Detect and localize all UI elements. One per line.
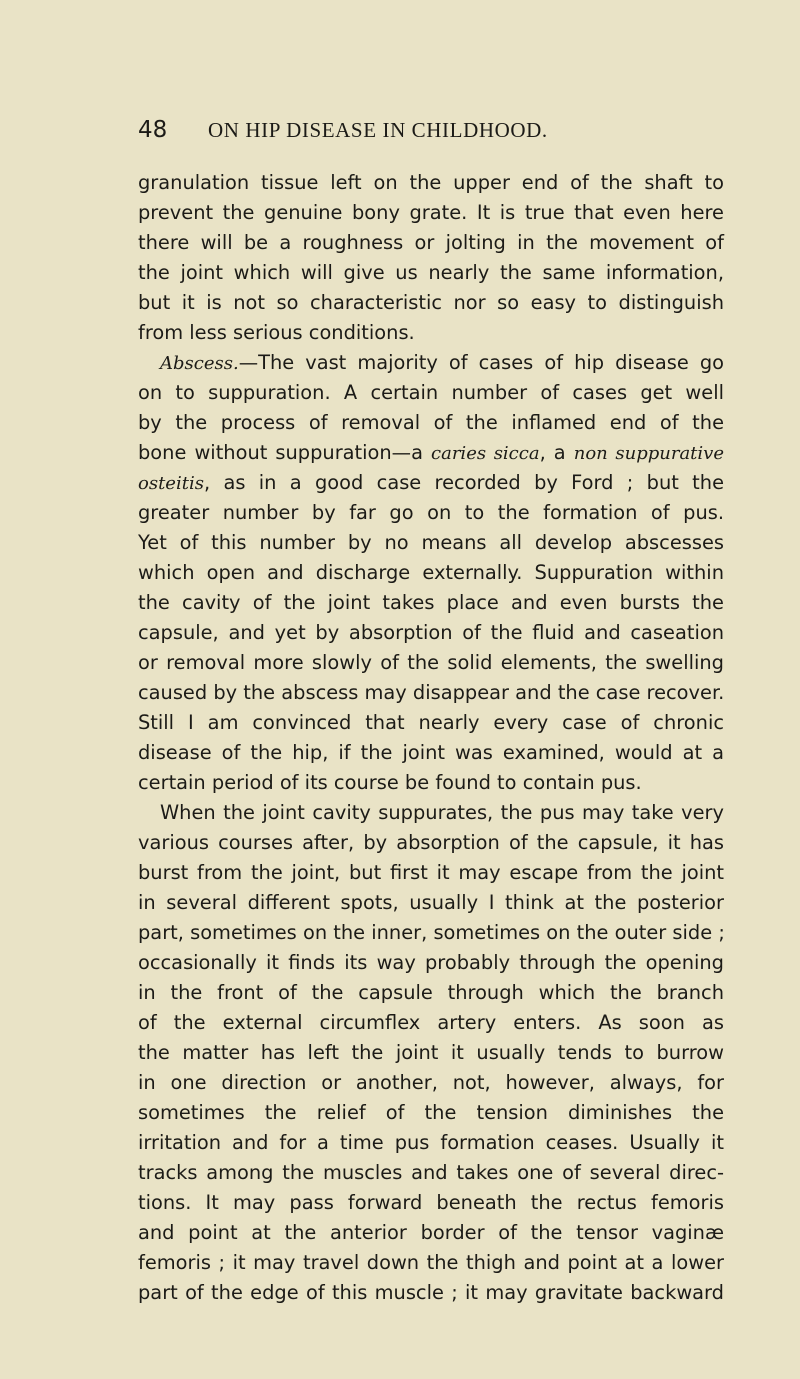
text-line <box>138 468 724 498</box>
text-line: the cavity of the joint takes place and even bursts the <box>138 591 724 614</box>
text-line: occasionally it finds its way probably through the opening <box>138 951 724 974</box>
text-segment: bone without suppuration—a <box>138 441 432 464</box>
text-line: Still I am convinced that nearly every case of chronic <box>138 711 724 734</box>
text-line: When the joint cavity suppurates, the pus may take very <box>160 801 724 824</box>
text-segment: , as in a good case recorded by Ford ; but the <box>203 471 724 494</box>
text-line: part of the edge of this muscle ; it may gravitate backward <box>138 1281 724 1304</box>
text-line: sometimes the relief of the tension diminishes the <box>138 1101 724 1124</box>
text-line: on to suppuration. A certain number of cases get well <box>138 381 724 404</box>
text-line: there will be a roughness or jolting in the movement of <box>138 231 724 254</box>
page-number: 48 <box>138 117 168 143</box>
text-line: prevent the genuine bony grate. It is true that even here <box>138 201 724 224</box>
text-line: disease of the hip, if the joint was examined, would at a <box>138 741 724 764</box>
text-line: granulation tissue left on the upper end of the shaft to <box>138 171 724 194</box>
text-line: and point at the anterior border of the tensor vaginæ <box>138 1221 724 1244</box>
section-heading-abscess: Abscess. <box>160 353 239 374</box>
text-line: various courses after, by absorption of the capsule, it has <box>138 831 724 854</box>
text-line: from less serious conditions. <box>138 321 415 344</box>
text-line: but it is not so characteristic nor so easy to distinguish <box>138 291 724 314</box>
text-line: by the process of removal of the inflamed end of the <box>138 411 724 434</box>
text-line <box>138 348 724 378</box>
page-header <box>138 115 718 145</box>
text-line: or removal more slowly of the solid elements, the swelling <box>138 651 724 674</box>
text-line: tracks among the muscles and takes one of several direc- <box>138 1161 724 1184</box>
text-line: Yet of this number by no means all develop abscesses <box>138 531 724 554</box>
italic-term: caries sicca <box>431 443 540 464</box>
text-line: in one direction or another, not, however, always, for <box>138 1071 724 1094</box>
text-line: of the external circumflex artery enters. As soon as <box>138 1011 724 1034</box>
text-line: the matter has left the joint it usually tends to burrow <box>138 1041 724 1064</box>
text-line <box>138 438 724 468</box>
text-line: which open and discharge externally. Suppuration within <box>138 561 724 584</box>
running-head: ON HIP DISEASE IN CHILDHOOD. <box>208 118 548 142</box>
text-line: the joint which will give us nearly the same information, <box>138 261 724 284</box>
text-segment: , a <box>539 441 574 464</box>
text-line: in several different spots, usually I think at the posterior <box>138 891 724 914</box>
body-text <box>138 168 724 1308</box>
text-line: caused by the abscess may disappear and the case recover. <box>138 681 725 704</box>
text-line: greater number by far go on to the formation of pus. <box>138 501 724 524</box>
italic-term: osteitis <box>138 473 204 494</box>
text-line: femoris ; it may travel down the thigh and point at a lower <box>138 1251 724 1274</box>
text-line: irritation and for a time pus formation ceases. Usually it <box>138 1131 724 1154</box>
text-line: certain period of its course be found to contain pus. <box>138 771 642 794</box>
text-line: in the front of the capsule through which the branch <box>138 981 724 1004</box>
text-segment: —The vast majority of cases of hip disease go <box>238 351 724 374</box>
text-line: part, sometimes on the inner, sometimes on the outer side ; <box>138 921 725 944</box>
text-line: burst from the joint, but first it may escape from the joint <box>138 861 724 884</box>
text-line: capsule, and yet by absorption of the fluid and caseation <box>138 621 724 644</box>
italic-term: non suppurative <box>573 443 724 464</box>
text-line: tions. It may pass forward beneath the rectus femoris <box>138 1191 724 1214</box>
